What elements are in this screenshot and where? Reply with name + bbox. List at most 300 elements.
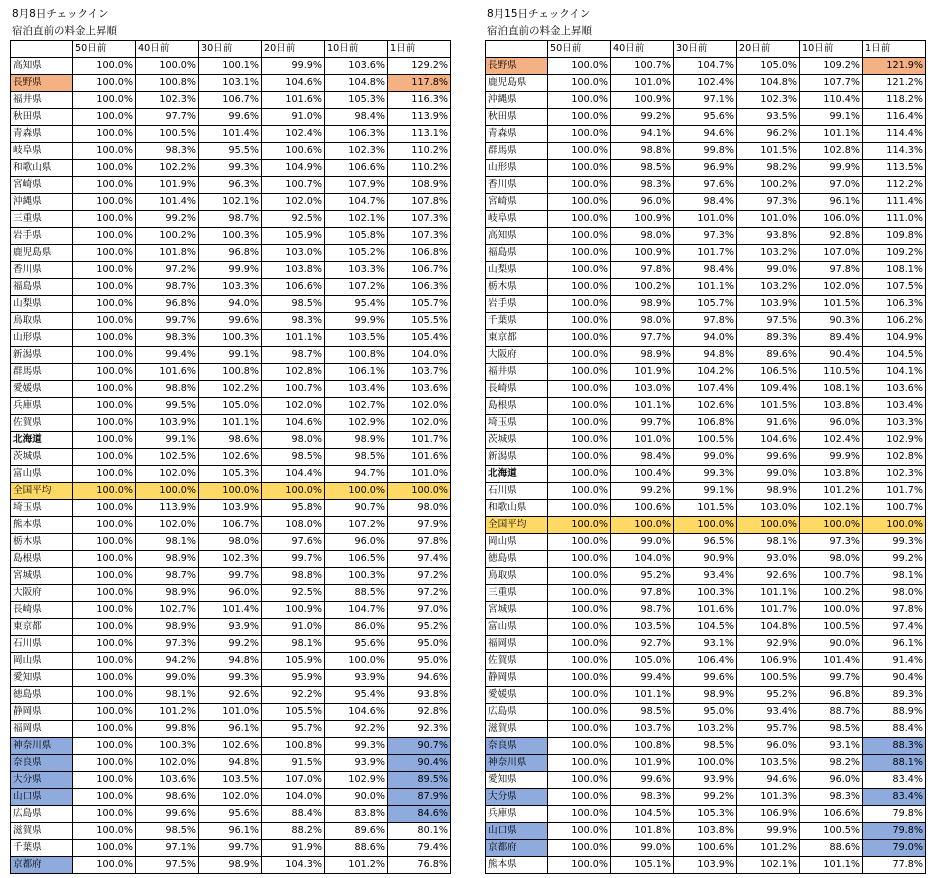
- table-row: [486, 857, 926, 874]
- value-cell: 104.7%: [325, 602, 388, 619]
- table-row: [11, 92, 451, 109]
- price-table: [485, 40, 926, 874]
- value-cell: 100.0%: [73, 364, 136, 381]
- value-cell: 98.0%: [199, 534, 262, 551]
- prefecture-cell: 山形県: [11, 330, 73, 347]
- value-cell: 100.0%: [136, 58, 199, 75]
- value-cell: 104.8%: [737, 619, 800, 636]
- value-cell: 102.3%: [199, 551, 262, 568]
- value-cell: 103.9%: [199, 500, 262, 517]
- value-cell: 100.2%: [737, 177, 800, 194]
- prefecture-cell: 千葉県: [486, 313, 548, 330]
- value-cell: 99.7%: [800, 670, 863, 687]
- table-row: [486, 381, 926, 398]
- value-cell: 129.2%: [388, 58, 451, 75]
- value-cell: 107.7%: [800, 75, 863, 92]
- value-cell: 98.4%: [325, 109, 388, 126]
- value-cell: 100.0%: [73, 517, 136, 534]
- value-cell: 96.1%: [800, 194, 863, 211]
- value-cell: 99.3%: [863, 534, 926, 551]
- value-cell: 99.1%: [136, 432, 199, 449]
- table-row: [486, 568, 926, 585]
- table-row: [486, 517, 926, 534]
- value-cell: 93.0%: [737, 551, 800, 568]
- value-cell: 100.0%: [548, 75, 611, 92]
- prefecture-cell: 鳥取県: [11, 313, 73, 330]
- prefecture-cell: 兵庫県: [11, 398, 73, 415]
- value-cell: 100.8%: [136, 75, 199, 92]
- prefecture-cell: 群馬県: [11, 364, 73, 381]
- value-cell: 99.9%: [800, 449, 863, 466]
- prefecture-cell: 愛媛県: [11, 381, 73, 398]
- value-cell: 100.0%: [611, 517, 674, 534]
- value-cell: 97.1%: [136, 840, 199, 857]
- value-cell: 98.1%: [136, 534, 199, 551]
- table-row: [486, 398, 926, 415]
- value-cell: 98.9%: [325, 432, 388, 449]
- value-cell: 104.6%: [737, 432, 800, 449]
- value-cell: 102.8%: [800, 143, 863, 160]
- prefecture-cell: 長野県: [11, 75, 73, 92]
- prefecture-cell: 埼玉県: [486, 415, 548, 432]
- prefecture-cell: 山口県: [486, 823, 548, 840]
- value-cell: 100.0%: [548, 398, 611, 415]
- value-cell: 106.7%: [388, 262, 451, 279]
- value-cell: 103.2%: [737, 245, 800, 262]
- prefecture-cell: 秋田県: [486, 109, 548, 126]
- prefecture-cell: 秋田県: [11, 109, 73, 126]
- prefecture-cell: 北海道: [11, 432, 73, 449]
- prefecture-cell: 富山県: [486, 619, 548, 636]
- value-cell: 99.2%: [674, 789, 737, 806]
- value-cell: 109.2%: [800, 58, 863, 75]
- prefecture-cell: 茨城県: [11, 449, 73, 466]
- value-cell: 100.0%: [73, 432, 136, 449]
- value-cell: 98.2%: [800, 755, 863, 772]
- value-cell: 99.7%: [199, 840, 262, 857]
- value-cell: 100.0%: [388, 483, 451, 500]
- value-cell: 92.3%: [388, 721, 451, 738]
- value-cell: 104.0%: [262, 789, 325, 806]
- prefecture-cell: 岡山県: [11, 653, 73, 670]
- value-cell: 95.0%: [388, 636, 451, 653]
- value-cell: 94.8%: [674, 347, 737, 364]
- value-cell: 100.0%: [73, 619, 136, 636]
- value-cell: 89.3%: [863, 687, 926, 704]
- prefecture-cell: 佐賀県: [11, 415, 73, 432]
- value-cell: 100.1%: [199, 58, 262, 75]
- table-row: [486, 228, 926, 245]
- value-cell: 95.0%: [674, 704, 737, 721]
- value-cell: 99.4%: [136, 347, 199, 364]
- value-cell: 98.0%: [262, 432, 325, 449]
- value-cell: 106.3%: [325, 126, 388, 143]
- value-cell: 96.2%: [737, 126, 800, 143]
- prefecture-cell: 滋賀県: [11, 823, 73, 840]
- panel-subtitle: 宿泊直前の料金上昇順: [487, 25, 592, 37]
- value-cell: 101.3%: [737, 789, 800, 806]
- value-cell: 100.5%: [800, 619, 863, 636]
- prefecture-cell: 北海道: [486, 466, 548, 483]
- header-cell: 40日前: [136, 41, 199, 58]
- value-cell: 100.3%: [199, 330, 262, 347]
- prefecture-cell: 広島県: [11, 806, 73, 823]
- table-row: [11, 636, 451, 653]
- value-cell: 101.1%: [611, 687, 674, 704]
- prefecture-cell: 福島県: [486, 245, 548, 262]
- value-cell: 92.7%: [611, 636, 674, 653]
- value-cell: 98.6%: [199, 432, 262, 449]
- value-cell: 101.5%: [674, 500, 737, 517]
- value-cell: 105.0%: [199, 398, 262, 415]
- value-cell: 99.9%: [325, 313, 388, 330]
- value-cell: 96.3%: [199, 177, 262, 194]
- value-cell: 102.3%: [737, 92, 800, 109]
- value-cell: 93.8%: [388, 687, 451, 704]
- value-cell: 97.3%: [136, 636, 199, 653]
- value-cell: 103.4%: [325, 381, 388, 398]
- value-cell: 100.0%: [73, 721, 136, 738]
- value-cell: 99.0%: [674, 449, 737, 466]
- value-cell: 100.0%: [548, 211, 611, 228]
- panel-subtitle: 宿泊直前の料金上昇順: [12, 25, 117, 37]
- value-cell: 100.0%: [548, 296, 611, 313]
- value-cell: 100.0%: [548, 653, 611, 670]
- value-cell: 102.0%: [262, 398, 325, 415]
- table-row: [486, 109, 926, 126]
- value-cell: 107.3%: [388, 228, 451, 245]
- value-cell: 106.6%: [325, 160, 388, 177]
- prefecture-cell: 茨城県: [486, 432, 548, 449]
- value-cell: 102.0%: [388, 398, 451, 415]
- value-cell: 100.3%: [199, 228, 262, 245]
- table-row: [486, 75, 926, 92]
- prefecture-cell: 宮崎県: [11, 177, 73, 194]
- value-cell: 100.0%: [548, 534, 611, 551]
- table-row: [11, 245, 451, 262]
- value-cell: 94.8%: [199, 653, 262, 670]
- value-cell: 114.4%: [863, 126, 926, 143]
- value-cell: 100.0%: [548, 466, 611, 483]
- value-cell: 99.8%: [674, 143, 737, 160]
- value-cell: 121.9%: [863, 58, 926, 75]
- value-cell: 108.1%: [863, 262, 926, 279]
- value-cell: 101.4%: [136, 194, 199, 211]
- value-cell: 100.0%: [73, 58, 136, 75]
- value-cell: 101.2%: [136, 704, 199, 721]
- table-row: [11, 789, 451, 806]
- value-cell: 100.0%: [548, 585, 611, 602]
- value-cell: 100.6%: [262, 143, 325, 160]
- value-cell: 97.4%: [863, 619, 926, 636]
- value-cell: 100.2%: [136, 228, 199, 245]
- header-cell: 20日前: [262, 41, 325, 58]
- value-cell: 100.0%: [548, 160, 611, 177]
- value-cell: 88.5%: [325, 585, 388, 602]
- prefecture-cell: 鳥取県: [486, 568, 548, 585]
- value-cell: 99.3%: [674, 466, 737, 483]
- value-cell: 100.0%: [73, 330, 136, 347]
- value-cell: 100.0%: [73, 194, 136, 211]
- table-row: [11, 194, 451, 211]
- value-cell: 96.0%: [611, 194, 674, 211]
- value-cell: 104.3%: [262, 857, 325, 874]
- value-cell: 98.1%: [136, 687, 199, 704]
- value-cell: 100.0%: [73, 636, 136, 653]
- value-cell: 97.3%: [737, 194, 800, 211]
- prefecture-cell: 兵庫県: [486, 806, 548, 823]
- value-cell: 104.1%: [863, 364, 926, 381]
- value-cell: 99.1%: [800, 109, 863, 126]
- value-cell: 100.0%: [136, 483, 199, 500]
- value-cell: 88.7%: [800, 704, 863, 721]
- value-cell: 100.0%: [325, 653, 388, 670]
- header-cell: 20日前: [737, 41, 800, 58]
- table-row: [486, 330, 926, 347]
- prefecture-cell: 沖縄県: [11, 194, 73, 211]
- table-row: [11, 143, 451, 160]
- prefecture-cell: 青森県: [11, 126, 73, 143]
- value-cell: 100.0%: [548, 364, 611, 381]
- value-cell: 100.0%: [73, 92, 136, 109]
- value-cell: 76.8%: [388, 857, 451, 874]
- value-cell: 100.0%: [73, 653, 136, 670]
- table-row: [486, 160, 926, 177]
- value-cell: 103.0%: [262, 245, 325, 262]
- value-cell: 100.9%: [611, 92, 674, 109]
- value-cell: 104.6%: [262, 415, 325, 432]
- value-cell: 98.4%: [611, 449, 674, 466]
- value-cell: 97.3%: [674, 228, 737, 245]
- value-cell: 98.0%: [611, 313, 674, 330]
- value-cell: 100.0%: [73, 755, 136, 772]
- value-cell: 98.5%: [262, 449, 325, 466]
- table-row: [486, 585, 926, 602]
- value-cell: 100.8%: [611, 738, 674, 755]
- table-row: [11, 755, 451, 772]
- value-cell: 102.9%: [863, 432, 926, 449]
- value-cell: 98.9%: [611, 296, 674, 313]
- table-row: [11, 398, 451, 415]
- value-cell: 103.8%: [800, 398, 863, 415]
- table-row: [486, 670, 926, 687]
- value-cell: 98.9%: [737, 483, 800, 500]
- value-cell: 99.1%: [199, 347, 262, 364]
- value-cell: 114.3%: [863, 143, 926, 160]
- value-cell: 97.4%: [388, 551, 451, 568]
- value-cell: 90.4%: [863, 670, 926, 687]
- table-row: [11, 381, 451, 398]
- value-cell: 100.5%: [737, 670, 800, 687]
- table-row: [486, 364, 926, 381]
- value-cell: 101.1%: [674, 279, 737, 296]
- value-cell: 91.5%: [262, 755, 325, 772]
- table-row: [486, 211, 926, 228]
- value-cell: 103.9%: [136, 415, 199, 432]
- prefecture-cell: 高知県: [11, 58, 73, 75]
- value-cell: 107.9%: [325, 177, 388, 194]
- value-cell: 105.7%: [674, 296, 737, 313]
- value-cell: 98.1%: [863, 568, 926, 585]
- prefecture-cell: 福井県: [486, 364, 548, 381]
- value-cell: 105.0%: [611, 653, 674, 670]
- value-cell: 92.6%: [199, 687, 262, 704]
- table-row: [11, 823, 451, 840]
- value-cell: 91.0%: [262, 109, 325, 126]
- value-cell: 101.7%: [737, 602, 800, 619]
- value-cell: 105.5%: [262, 704, 325, 721]
- value-cell: 100.6%: [611, 500, 674, 517]
- value-cell: 106.6%: [262, 279, 325, 296]
- prefecture-cell: 滋賀県: [486, 721, 548, 738]
- value-cell: 102.7%: [325, 398, 388, 415]
- prefecture-cell: 静岡県: [11, 704, 73, 721]
- value-cell: 113.5%: [863, 160, 926, 177]
- table-row: [486, 704, 926, 721]
- value-cell: 100.0%: [737, 517, 800, 534]
- value-cell: 100.0%: [73, 466, 136, 483]
- value-cell: 88.6%: [325, 840, 388, 857]
- prefecture-cell: 香川県: [486, 177, 548, 194]
- table-row: [486, 806, 926, 823]
- prefecture-cell: 島根県: [11, 551, 73, 568]
- value-cell: 104.0%: [388, 347, 451, 364]
- value-cell: 100.0%: [800, 517, 863, 534]
- value-cell: 104.2%: [674, 364, 737, 381]
- value-cell: 100.0%: [548, 840, 611, 857]
- value-cell: 110.2%: [388, 143, 451, 160]
- value-cell: 101.0%: [611, 75, 674, 92]
- value-cell: 95.0%: [388, 653, 451, 670]
- value-cell: 94.7%: [325, 466, 388, 483]
- value-cell: 90.0%: [325, 789, 388, 806]
- value-cell: 100.0%: [199, 483, 262, 500]
- prefecture-cell: 佐賀県: [486, 653, 548, 670]
- table-row: [486, 449, 926, 466]
- value-cell: 104.9%: [262, 160, 325, 177]
- value-cell: 97.8%: [611, 262, 674, 279]
- value-cell: 98.7%: [199, 211, 262, 228]
- value-cell: 99.9%: [262, 58, 325, 75]
- value-cell: 98.0%: [388, 500, 451, 517]
- value-cell: 84.6%: [388, 806, 451, 823]
- value-cell: 92.2%: [325, 721, 388, 738]
- value-cell: 100.0%: [73, 262, 136, 279]
- prefecture-cell: 鹿児島県: [11, 245, 73, 262]
- value-cell: 106.9%: [737, 806, 800, 823]
- value-cell: 98.8%: [611, 143, 674, 160]
- value-cell: 95.2%: [388, 619, 451, 636]
- value-cell: 101.6%: [674, 602, 737, 619]
- value-cell: 101.7%: [388, 432, 451, 449]
- value-cell: 100.0%: [73, 500, 136, 517]
- value-cell: 100.9%: [262, 602, 325, 619]
- table-row: [486, 483, 926, 500]
- value-cell: 96.8%: [136, 296, 199, 313]
- value-cell: 100.7%: [262, 381, 325, 398]
- table-row: [11, 551, 451, 568]
- prefecture-cell: 大分県: [486, 789, 548, 806]
- value-cell: 100.0%: [73, 534, 136, 551]
- table-row: [486, 58, 926, 75]
- value-cell: 99.6%: [199, 109, 262, 126]
- value-cell: 106.0%: [800, 211, 863, 228]
- value-cell: 105.3%: [674, 806, 737, 823]
- value-cell: 98.3%: [262, 313, 325, 330]
- prefecture-cell: 高知県: [486, 228, 548, 245]
- value-cell: 101.1%: [737, 585, 800, 602]
- table-row: [11, 109, 451, 126]
- value-cell: 102.3%: [863, 466, 926, 483]
- value-cell: 103.5%: [325, 330, 388, 347]
- value-cell: 105.3%: [325, 92, 388, 109]
- prefecture-cell: 山形県: [486, 160, 548, 177]
- value-cell: 98.9%: [136, 619, 199, 636]
- value-cell: 103.3%: [863, 415, 926, 432]
- value-cell: 101.7%: [863, 483, 926, 500]
- value-cell: 96.5%: [674, 534, 737, 551]
- value-cell: 97.8%: [611, 585, 674, 602]
- value-cell: 94.1%: [611, 126, 674, 143]
- value-cell: 108.0%: [262, 517, 325, 534]
- prefecture-cell: 愛媛県: [486, 687, 548, 704]
- value-cell: 88.1%: [863, 755, 926, 772]
- value-cell: 100.0%: [73, 738, 136, 755]
- value-cell: 99.6%: [737, 449, 800, 466]
- value-cell: 98.0%: [863, 585, 926, 602]
- prefecture-cell: 岐阜県: [11, 143, 73, 160]
- table-row: [11, 177, 451, 194]
- value-cell: 102.0%: [199, 789, 262, 806]
- prefecture-cell: 京都府: [11, 857, 73, 874]
- table-row: [11, 772, 451, 789]
- prefecture-cell: 福井県: [11, 92, 73, 109]
- prefecture-cell: 東京都: [486, 330, 548, 347]
- value-cell: 106.2%: [863, 313, 926, 330]
- value-cell: 104.8%: [737, 75, 800, 92]
- value-cell: 97.1%: [674, 92, 737, 109]
- value-cell: 102.9%: [325, 415, 388, 432]
- value-cell: 98.5%: [136, 823, 199, 840]
- value-cell: 100.0%: [548, 381, 611, 398]
- value-cell: 96.1%: [863, 636, 926, 653]
- value-cell: 94.6%: [737, 772, 800, 789]
- value-cell: 90.4%: [800, 347, 863, 364]
- prefecture-cell: 山梨県: [486, 262, 548, 279]
- value-cell: 100.5%: [800, 823, 863, 840]
- value-cell: 79.8%: [863, 823, 926, 840]
- value-cell: 97.2%: [388, 568, 451, 585]
- value-cell: 97.6%: [262, 534, 325, 551]
- value-cell: 92.8%: [388, 704, 451, 721]
- value-cell: 97.8%: [800, 262, 863, 279]
- header-cell: 50日前: [73, 41, 136, 58]
- table-row: [486, 738, 926, 755]
- value-cell: 100.0%: [73, 449, 136, 466]
- value-cell: 106.1%: [325, 364, 388, 381]
- table-row: [11, 619, 451, 636]
- value-cell: 104.0%: [611, 551, 674, 568]
- table-row: [11, 58, 451, 75]
- value-cell: 100.0%: [73, 806, 136, 823]
- value-cell: 105.2%: [325, 245, 388, 262]
- value-cell: 99.6%: [611, 772, 674, 789]
- value-cell: 90.4%: [388, 755, 451, 772]
- value-cell: 101.8%: [136, 245, 199, 262]
- value-cell: 97.5%: [737, 313, 800, 330]
- value-cell: 93.9%: [674, 772, 737, 789]
- value-cell: 101.4%: [199, 126, 262, 143]
